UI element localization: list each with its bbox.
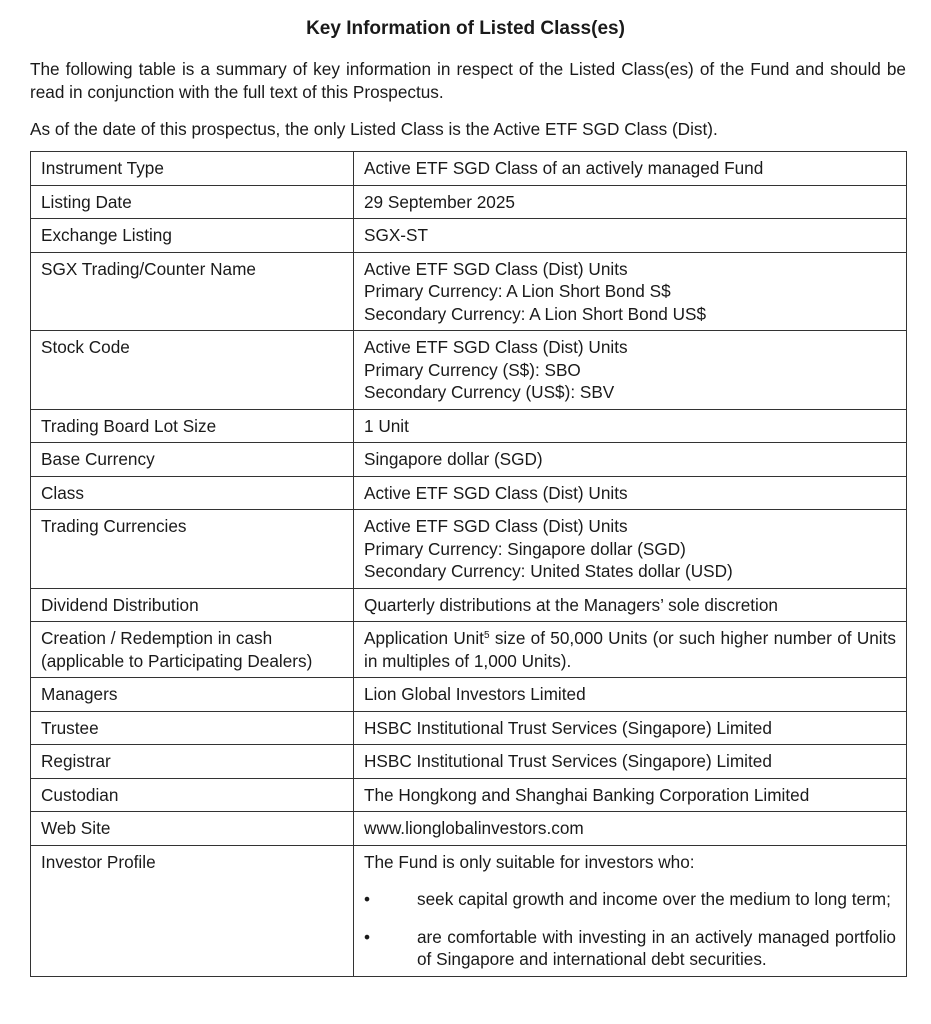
table-row xyxy=(31,510,907,589)
row-label: Trading Currencies xyxy=(31,510,354,589)
row-label: Trustee xyxy=(31,711,354,745)
label-line: Creation / Redemption in cash xyxy=(41,628,273,648)
list-item xyxy=(364,926,896,971)
table-row xyxy=(31,152,907,186)
row-value xyxy=(354,331,907,410)
row-value: Singapore dollar (SGD) xyxy=(354,443,907,477)
table-row xyxy=(31,745,907,779)
as-of-statement: As of the date of this prospectus, the only Listed Class is the Active ETF SGD Class (Dist). xyxy=(30,119,718,139)
table-row xyxy=(31,588,907,622)
value-line: Primary Currency: Singapore dollar (SGD) xyxy=(364,538,686,559)
table-row xyxy=(31,443,907,477)
value-line: Primary Currency (S$): SBO xyxy=(364,359,581,380)
row-label: Custodian xyxy=(31,778,354,812)
row-value: The Hongkong and Shanghai Banking Corporation Limited xyxy=(354,778,907,812)
row-value xyxy=(354,252,907,331)
table-row xyxy=(31,678,907,712)
row-value: 29 September 2025 xyxy=(354,185,907,219)
list-item-text: are comfortable with investing in an actively managed portfolio of Singapore and international debt securities. xyxy=(417,926,896,969)
row-label: Trading Board Lot Size xyxy=(31,409,354,443)
label-line: (applicable to Participating Dealers) xyxy=(41,650,313,671)
investor-profile-intro: The Fund is only suitable for investors who: xyxy=(364,851,695,872)
table-row xyxy=(31,711,907,745)
list-item xyxy=(364,888,896,911)
investor-profile-list xyxy=(364,888,896,971)
bullet-icon: • xyxy=(364,926,371,947)
row-label xyxy=(31,622,354,678)
row-label: Dividend Distribution xyxy=(31,588,354,622)
value-line: Secondary Currency: United States dollar (USD) xyxy=(364,561,733,581)
table-row xyxy=(31,778,907,812)
table-row xyxy=(31,252,907,331)
value-prefix: Application Unit xyxy=(364,628,484,648)
row-value: Active ETF SGD Class of an actively managed Fund xyxy=(354,152,907,186)
footnote-marker: 5 xyxy=(483,630,490,641)
table-row xyxy=(31,476,907,510)
row-value: 1 Unit xyxy=(354,409,907,443)
value-line: Active ETF SGD Class (Dist) Units xyxy=(364,516,628,536)
row-label: Instrument Type xyxy=(31,152,354,186)
row-value: HSBC Institutional Trust Services (Singapore) Limited xyxy=(354,711,907,745)
row-value xyxy=(354,510,907,589)
website-link[interactable]: www.lionglobalinvestors.com xyxy=(354,812,907,846)
row-value xyxy=(354,845,907,976)
value-suffix: size of 50,000 Units (or such higher number of Units in multiples of 1,000 Units). xyxy=(364,628,896,671)
row-label: Stock Code xyxy=(31,331,354,410)
row-label: Managers xyxy=(31,678,354,712)
row-label: Web Site xyxy=(31,812,354,846)
value-line: Secondary Currency (US$): SBV xyxy=(364,382,615,402)
key-information-table xyxy=(30,151,907,977)
table-row xyxy=(31,812,907,846)
row-value: HSBC Institutional Trust Services (Singapore) Limited xyxy=(354,745,907,779)
value-line: Active ETF SGD Class (Dist) Units xyxy=(364,258,628,279)
table-row xyxy=(31,409,907,443)
row-value: SGX-ST xyxy=(354,219,907,253)
intro-paragraph: The following table is a summary of key information in respect of the Listed Class(es) of the Fund and should be read in conjunction with the full text of this Prospectus. xyxy=(30,59,906,102)
table-row xyxy=(31,845,907,976)
bullet-icon: • xyxy=(364,889,371,909)
row-value: Quarterly distributions at the Managers’ sole discretion xyxy=(354,588,907,622)
value-line: Secondary Currency: A Lion Short Bond US$ xyxy=(364,303,707,324)
row-value xyxy=(354,622,907,678)
table-row xyxy=(31,219,907,253)
row-label: Listing Date xyxy=(31,185,354,219)
row-value: Active ETF SGD Class (Dist) Units xyxy=(354,476,907,510)
table-row xyxy=(31,622,907,678)
row-label: Registrar xyxy=(31,745,354,779)
list-item-text: seek capital growth and income over the medium to long term; xyxy=(417,889,891,909)
page-title: Key Information of Listed Class(es) xyxy=(306,18,625,39)
table-row xyxy=(31,331,907,410)
row-label: Investor Profile xyxy=(31,845,354,976)
value-line: Primary Currency: A Lion Short Bond S$ xyxy=(364,281,671,301)
row-value: Lion Global Investors Limited xyxy=(354,678,907,712)
table-row xyxy=(31,185,907,219)
row-label: Class xyxy=(31,476,354,510)
value-line: Active ETF SGD Class (Dist) Units xyxy=(364,337,628,357)
row-label: SGX Trading/Counter Name xyxy=(31,252,354,331)
row-label: Base Currency xyxy=(31,443,354,477)
row-label: Exchange Listing xyxy=(31,219,354,253)
